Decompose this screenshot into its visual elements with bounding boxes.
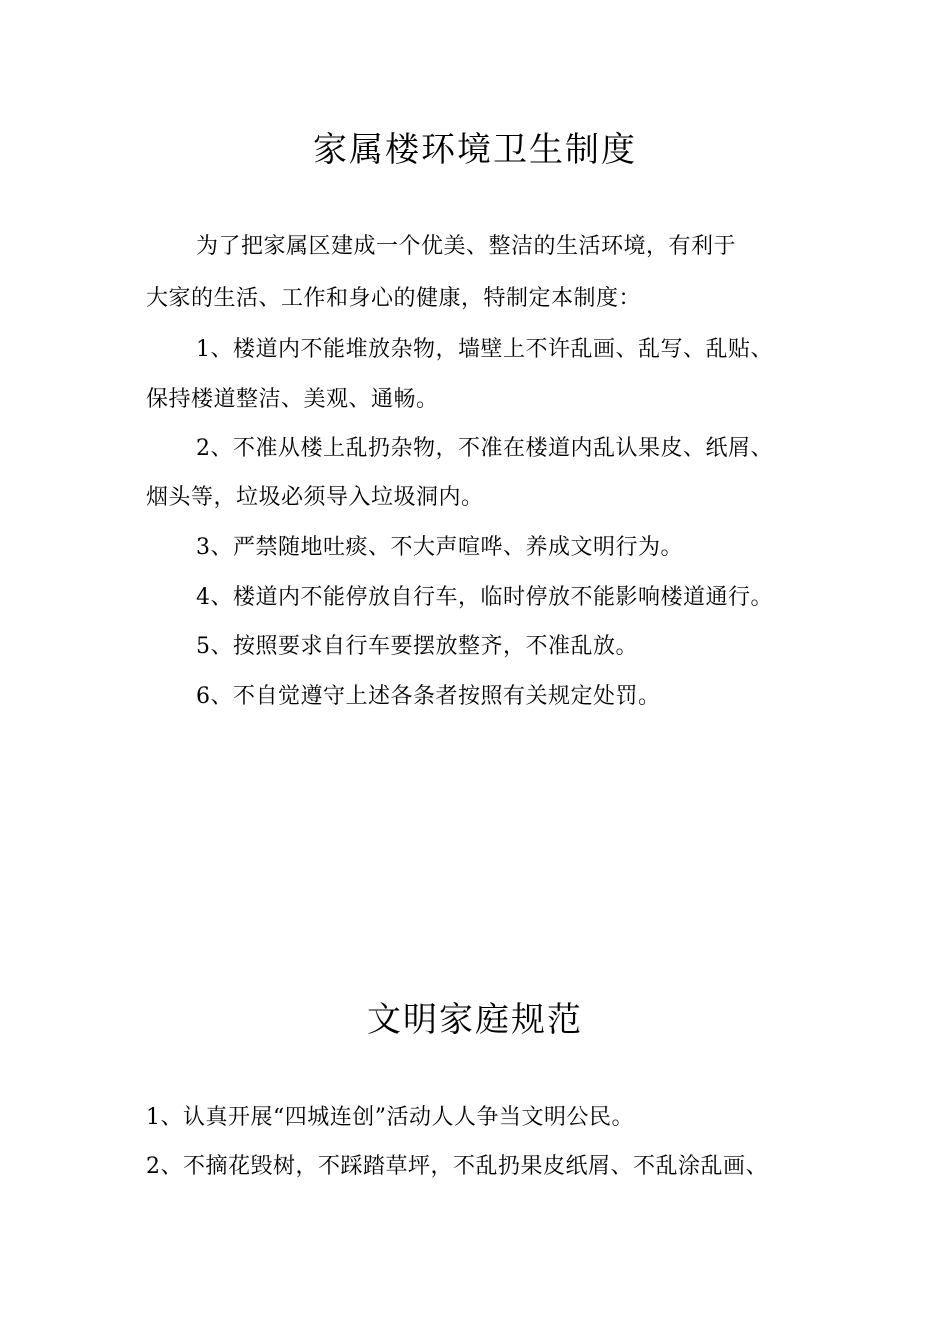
norm-item-2: 2、不摘花毁树，不踩踏草坪，不乱扔果皮纸屑、不乱涂乱画、: [146, 1154, 768, 1179]
rule-item-4: 4、楼道内不能停放自行车，临时停放不能影响楼道通行。: [196, 585, 773, 610]
rule-item-5: 5、按照要求自行车要摆放整齐，不准乱放。: [196, 634, 638, 659]
rule-item-1: 1、楼道内不能堆放杂物，墙壁上不许乱画、乱写、乱贴、: [196, 337, 773, 362]
section-title-environment-rules: 家属楼环境卫生制度: [313, 130, 637, 170]
section-title-civilized-family: 文明家庭规范: [367, 1000, 583, 1040]
rule-item-6: 6、不自觉遵守上述各条者按照有关规定处罚。: [196, 684, 661, 709]
rule-item-2: 2、不准从楼上乱扔杂物，不准在楼道内乱认果皮、纸屑、: [196, 436, 773, 461]
rule-item-3: 3、严禁随地吐痰、不大声喧哗、养成文明行为。: [196, 535, 683, 560]
rule-item-2-cont: 烟头等，垃圾必须导入垃圾洞内。: [146, 485, 484, 510]
paragraph-line: 大家的生活、工作和身心的健康，特制定本制度：: [146, 286, 642, 311]
rule-item-1-cont: 保持楼道整洁、美观、通畅。: [146, 387, 439, 412]
norm-item-1: 1、认真开展“四城连创”活动人人争当文明公民。: [146, 1105, 634, 1130]
paragraph-line: 为了把家属区建成一个优美、整洁的生活环境，有利于: [196, 234, 737, 259]
